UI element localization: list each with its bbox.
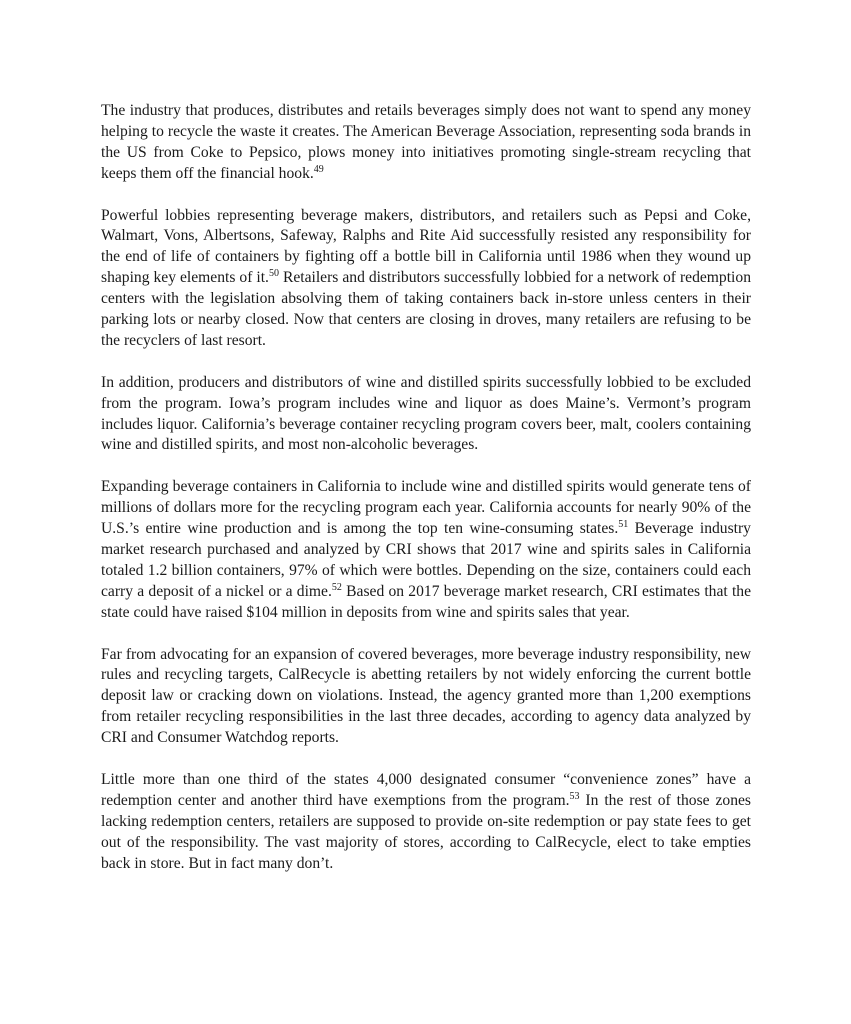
paragraph: [101, 770, 751, 875]
paragraph: [101, 373, 751, 457]
paragraph-text: Retailers and distributors successfully lobbied for a network of redemption centers with the legislation absolving them of taking containers back in-store unless centers in their parking lots or nearby closed. Now that centers are closing in droves, many retailers are refusing to be the recyclers of last resort.: [101, 269, 751, 349]
paragraph-text: Expanding beverage containers in California to include wine and distilled spirits would generate tens of millions of dollars more for the recycling program each year. California accounts for nearly 90% of the U.S.’s entire wine production and is among the top ten wine-consuming states.: [101, 478, 751, 538]
footnote-ref[interactable]: 53: [569, 790, 580, 802]
paragraph-text: The industry that produces, distributes and retails beverages simply does not want to spend any money helping to recycle the waste it creates. The American Beverage Association, representing soda brands in the US from Coke to Pepsico, plows money into initiatives promoting single-stream recycling that keeps them off the financial hook.: [101, 102, 751, 182]
paragraph: [101, 206, 751, 352]
paragraph-text: Little more than one third of the states 4,000 designated consumer “convenience zones” have a redemption center and another third have exemptions from the program.: [101, 770, 751, 809]
footnote-ref[interactable]: 52: [331, 581, 342, 593]
paragraph-text: Far from advocating for an expansion of covered beverages, more beverage industry responsibility, new rules and recycling targets, CalRecycle is abetting retailers by not widely enforcing the current bottle deposit law or cracking down on violations. Instead, the agency granted more than 1,200 exemptions from retailer recycling responsibilities in the last three decades, according to agency data analyzed by CRI and Consumer Watchdog reports.: [101, 645, 751, 747]
paragraph: [101, 101, 751, 185]
paragraph-text: Based on 2017 beverage market research, CRI estimates that the state could have raised $104 million in deposits from wine and spirits sales that year.: [101, 582, 751, 621]
paragraph: [101, 477, 751, 623]
paragraph-text: Beverage industry market research purchased and analyzed by CRI shows that 2017 wine and spirits sales in California totaled 1.2 billion containers, 97% of which were bottles. Depending on the size, containers could each carry a deposit of a nickel or a dime.: [101, 520, 751, 600]
document-page: [101, 101, 751, 895]
paragraph-text: Powerful lobbies representing beverage makers, distributors, and retailers such as Pepsi and Coke, Walmart, Vons, Albertsons, Safeway, Ralphs and Rite Aid successfully resisted any responsibility for the end of life of containers by fighting off a bottle bill in California until 1986 when they wound up shaping key elements of it.: [101, 206, 751, 287]
footnote-ref[interactable]: 51: [618, 518, 629, 530]
footnote-ref[interactable]: 49: [313, 163, 324, 175]
footnote-ref[interactable]: 50: [268, 268, 279, 280]
paragraph-text: In the rest of those zones lacking redemption centers, retailers are supposed to provide on-site redemption or pay state fees to get out of the responsibility. The vast majority of stores, according to CalRecycle, elect to take empties back in store. But in fact many don’t.: [101, 791, 751, 872]
paragraph: [101, 645, 751, 750]
paragraph-text: In addition, producers and distributors of wine and distilled spirits successfully lobbied to be excluded from the program. Iowa’s program includes wine and liquor as does Maine’s. Vermont’s program includes liquor. California’s beverage container recycling program covers beer, malt, coolers containing wine and distilled spirits, and most non-alcoholic beverages.: [101, 373, 751, 454]
